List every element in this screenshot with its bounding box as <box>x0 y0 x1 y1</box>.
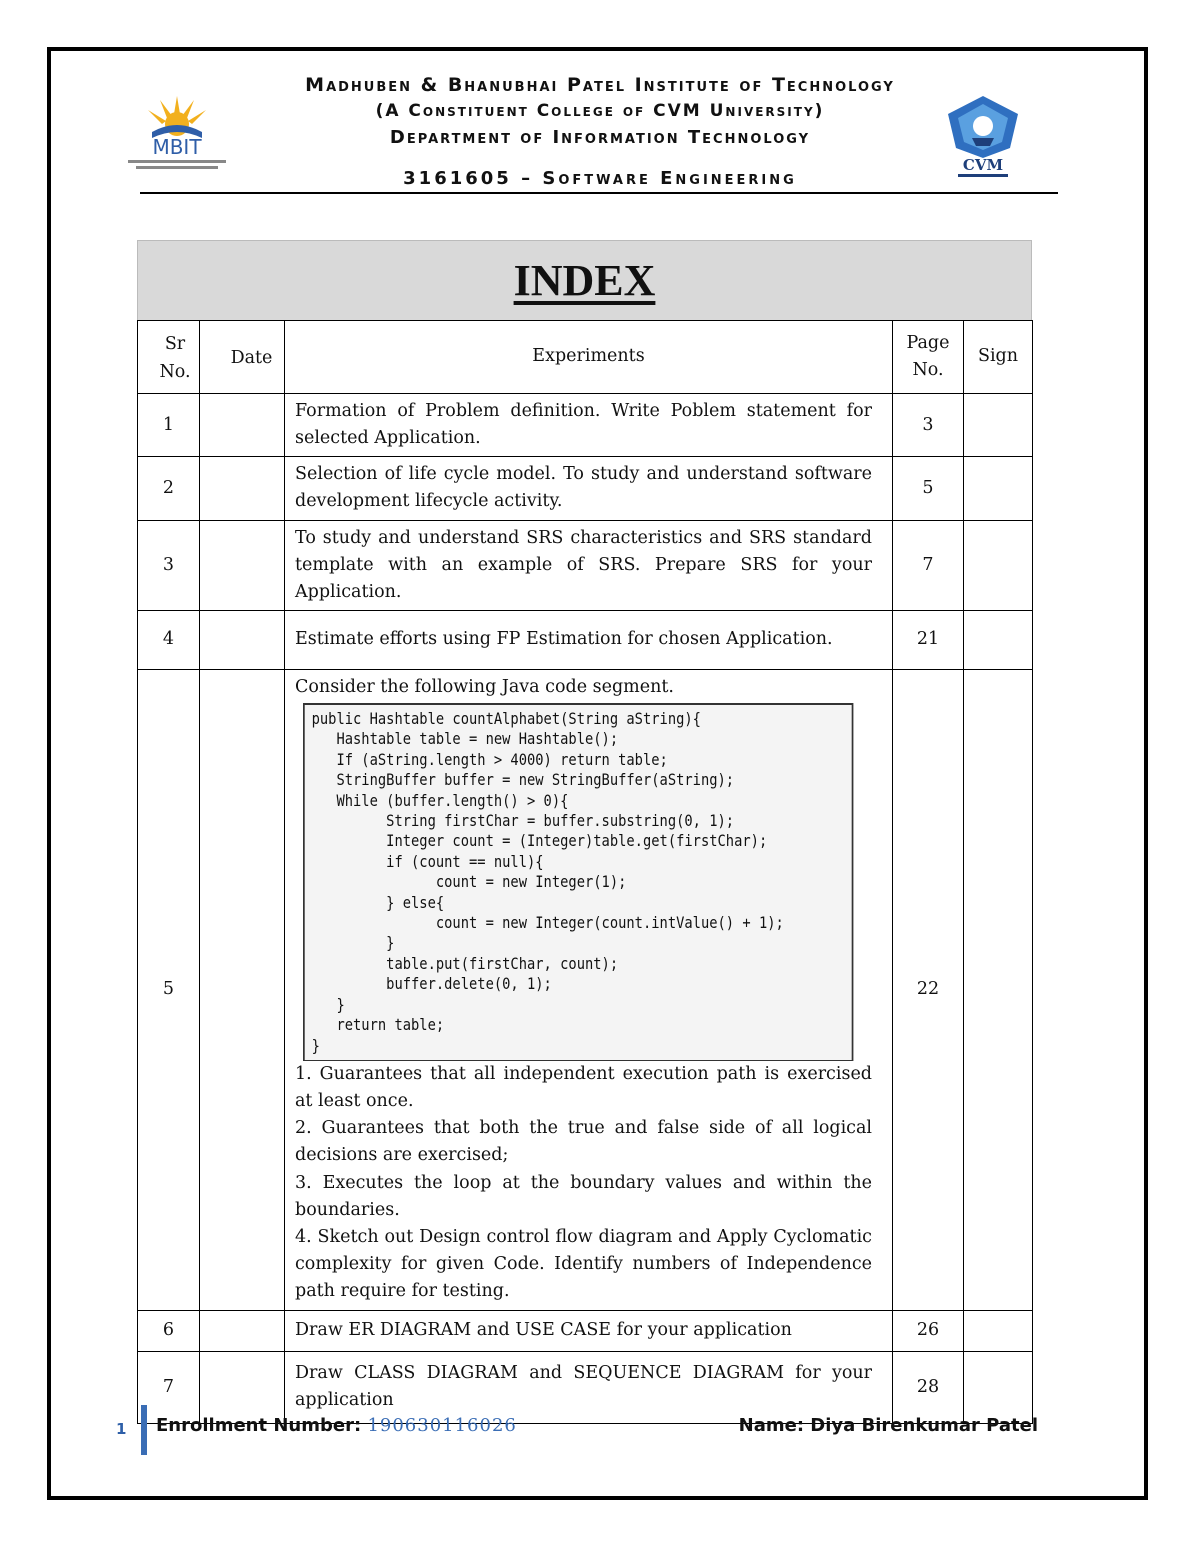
row-sign <box>964 1351 1033 1423</box>
institute-name: Madhuben & Bhanubhai Patel Institute of Technology <box>305 74 895 96</box>
task-item: 3. Executes the loop at the boundary values and within the boundaries. <box>295 1172 872 1220</box>
code-segment-wrapper <box>295 701 872 1061</box>
course-title: 3161605 – Software Engineering <box>403 168 797 189</box>
row-experiment <box>285 669 893 1310</box>
row-sign <box>964 1310 1033 1351</box>
enrollment-number <box>156 1415 517 1436</box>
row-date <box>200 457 285 520</box>
task-item: 1. Guarantees that all independent execution path is exercised at least once. <box>295 1064 872 1112</box>
table-row <box>138 610 1033 669</box>
table-row <box>138 1351 1033 1423</box>
header-date: Date <box>200 321 285 394</box>
row-sign <box>964 520 1033 610</box>
table-row <box>138 394 1033 457</box>
row-sign <box>964 610 1033 669</box>
row-date <box>200 394 285 457</box>
row-experiment-intro: Consider the following Java code segment. <box>295 676 674 697</box>
task-item: 2. Guarantees that both the true and false side of all logical decisions are exercised; <box>295 1118 872 1166</box>
task-item: 4. Sketch out Design control flow diagram and Apply Cyclomatic complexity for given Code. Identify numbers of Independence path require for testing. <box>295 1226 872 1301</box>
footer-accent-bar <box>141 1405 147 1455</box>
java-code-segment: public Hashtable countAlphabet(String aString){ Hashtable table = new Hashtable(); If (aString.length > 4000) return table; StringBuffer buffer = new StringBuffer(aString); While (buffer.length() > 0){ String firstChar = buffer.substring(0, 1); Integer count = (Integer)table.get(firstChar); if (count == null){ count = new Integer(1); } else{ count = new Integer(count.intValue() + 1); } table.put(firstChar, count); buffer.delete(0, 1); } return table; } <box>303 703 853 1061</box>
row-date <box>200 669 285 1310</box>
header-page-no: Page No. <box>893 321 964 394</box>
row-page: 5 <box>893 457 964 520</box>
table-header-row <box>138 321 1033 394</box>
row-date <box>200 1310 285 1351</box>
student-name: Name: Diya Birenkumar Patel <box>738 1415 1038 1436</box>
header-sign: Sign <box>964 321 1033 394</box>
row-sr: 1 <box>138 394 200 457</box>
row-experiment: Draw ER DIAGRAM and USE CASE for your application <box>285 1310 893 1351</box>
mbit-logo-text: MBIT <box>152 135 202 159</box>
row-experiment: Selection of life cycle model. To study and understand software development lifecycle activity. <box>285 457 893 520</box>
row-experiment: Estimate efforts using FP Estimation for chosen Application. <box>285 610 893 669</box>
header-rule <box>140 192 1058 194</box>
row-page: 28 <box>893 1351 964 1423</box>
row-date <box>200 610 285 669</box>
row-sign <box>964 394 1033 457</box>
row-sr: 2 <box>138 457 200 520</box>
table-row <box>138 1310 1033 1351</box>
row-page: 7 <box>893 520 964 610</box>
constituent-college: (A Constituent College of CVM University) <box>375 101 825 121</box>
enrollment-value: 190630116026 <box>367 1415 517 1436</box>
row-page: 21 <box>893 610 964 669</box>
row-page: 3 <box>893 394 964 457</box>
row-sign <box>964 457 1033 520</box>
department-name: Department of Information Technology <box>389 127 811 148</box>
enrollment-label: Enrollment Number: <box>156 1415 362 1436</box>
row-sr: 7 <box>138 1351 200 1423</box>
row-date <box>200 1351 285 1423</box>
row-sr: 4 <box>138 610 200 669</box>
row-experiment: Formation of Problem definition. Write Poblem statement for selected Application. <box>285 394 893 457</box>
cvm-logo-text: CVM <box>962 156 1004 174</box>
row-page: 22 <box>893 669 964 1310</box>
row-sr: 6 <box>138 1310 200 1351</box>
index-table <box>137 320 1033 1424</box>
table-row <box>138 669 1033 1310</box>
index-banner <box>137 240 1032 321</box>
table-row <box>138 520 1033 610</box>
row-experiment: Draw CLASS DIAGRAM and SEQUENCE DIAGRAM for your application <box>285 1351 893 1423</box>
row-date <box>200 520 285 610</box>
row-page: 26 <box>893 1310 964 1351</box>
row-sign <box>964 669 1033 1310</box>
index-title: INDEX <box>513 256 656 305</box>
header-experiments: Experiments <box>285 321 893 394</box>
row-sr: 5 <box>138 669 200 1310</box>
row-sr: 3 <box>138 520 200 610</box>
page-number: 1 <box>116 1420 127 1438</box>
table-row <box>138 457 1033 520</box>
row-experiment: To study and understand SRS characteristics and SRS standard template with an example of SRS. Prepare SRS for your Application. <box>285 520 893 610</box>
header-sr-no: Sr No. <box>138 321 200 394</box>
